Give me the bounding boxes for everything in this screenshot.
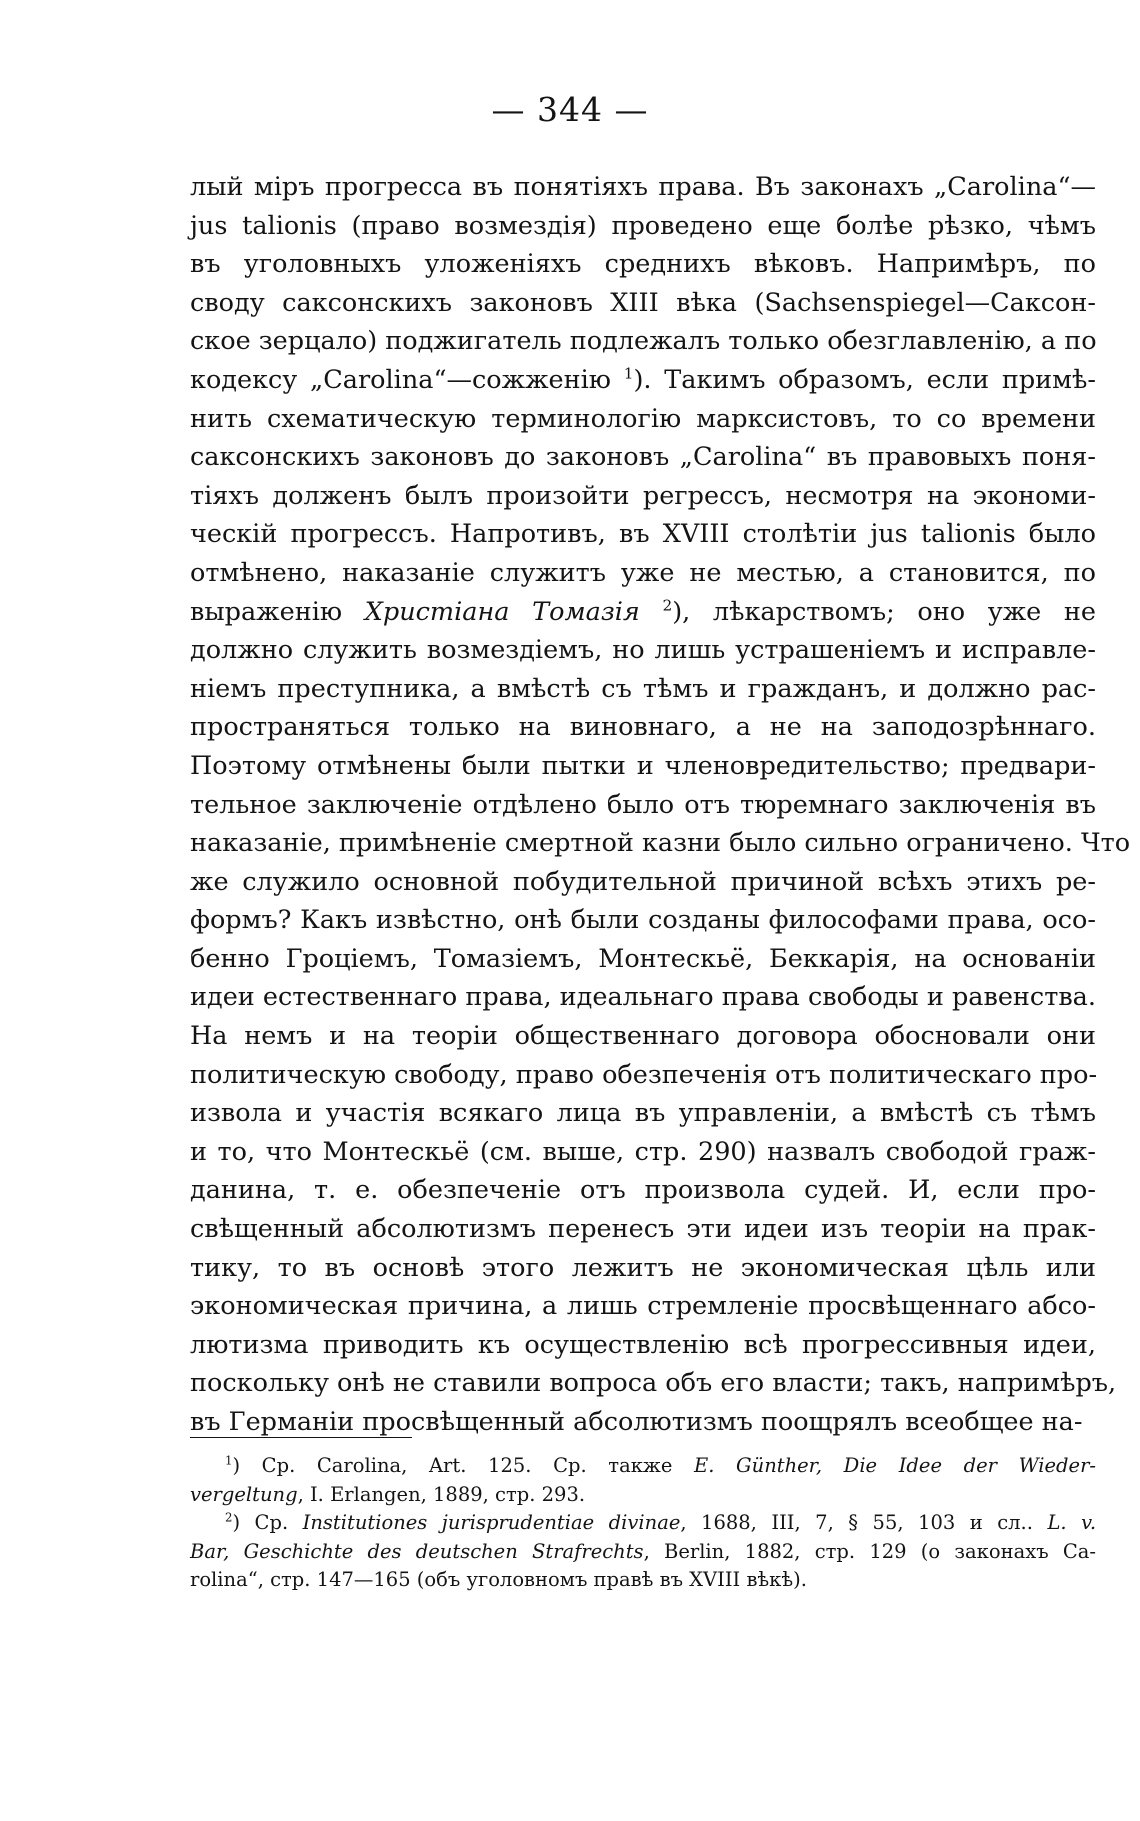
text-run: ) Ср. Carolina, Art. 125. Ср. также	[232, 1454, 694, 1477]
text-run: въ Германіи просвѣщенный абсолютизмъ поощрялъ всеобщее на-	[190, 1407, 1083, 1437]
text-line	[190, 901, 1096, 940]
italic-text: Христіана Томазія	[364, 596, 640, 627]
text-line	[190, 593, 1096, 632]
text-run: политическую свободу, право обезпеченія отъ политическаго про-	[190, 1059, 1098, 1090]
text-run: поскольку онѣ не ставили вопроса объ его власти; такъ, напримѣръ,	[190, 1368, 1117, 1399]
text-line	[190, 708, 1096, 747]
text-line	[190, 322, 1096, 361]
italic-text: L. v.	[1047, 1511, 1097, 1534]
text-run: пространяться только на виновнаго, а не на заподозрѣннаго.	[190, 712, 1096, 743]
text-run: лютизма приводить къ осуществленію всѣ прогрессивныя идеи,	[190, 1329, 1096, 1360]
footnote-marker: 1	[623, 364, 634, 383]
text-run: нить схематическую терминологію марксистовъ, то со времени	[190, 403, 1096, 434]
footnote-line	[190, 1452, 1096, 1481]
text-line	[190, 515, 1096, 554]
text-run: , 1688, III, 7, § 55, 103 и сл..	[680, 1511, 1048, 1534]
text-line	[190, 786, 1096, 825]
text-run: jus talionis (право возмездія) проведено еще болѣе рѣзко, чѣмъ	[190, 210, 1096, 241]
text-run: идеи естественнаго права, идеальнаго права свободы и равенства.	[190, 982, 1096, 1013]
text-line	[190, 1210, 1096, 1249]
text-run: отмѣнено, наказаніе служитъ уже не местью, а становится, по	[190, 557, 1096, 588]
text-line	[190, 1249, 1096, 1288]
text-run: ) Ср.	[232, 1511, 303, 1534]
italic-text: Bar, Geschichte des deutschen Strafrechts	[190, 1539, 644, 1563]
text-run: свѣщенный абсолютизмъ перенесъ эти идеи изъ теоріи на прак-	[190, 1214, 1096, 1245]
footnote-line	[190, 1481, 1096, 1510]
text-line	[190, 670, 1096, 709]
text-line	[190, 978, 1096, 1017]
text-run: должно служить возмездіемъ, но лишь устрашеніемъ и исправле-	[190, 635, 1096, 666]
text-line	[190, 477, 1096, 516]
text-run: Поэтому отмѣнены были пытки и членовредительство; предвари-	[190, 750, 1096, 781]
text-line	[190, 207, 1096, 246]
text-run: выраженію	[190, 596, 365, 627]
text-line	[190, 1017, 1096, 1056]
footnote-line	[190, 1566, 1096, 1595]
footnote-line	[190, 1509, 1096, 1538]
text-run: же служило основной побудительной причиной всѣхъ этихъ ре-	[190, 866, 1096, 897]
text-run: и то, что Монтескьё (см. выше, стр. 290) назвалъ свободой граж-	[190, 1136, 1096, 1167]
footnote-marker: 2	[662, 596, 673, 615]
text-run: тику, то въ основѣ этого лежитъ не экономическая цѣль или	[190, 1252, 1096, 1283]
text-run: тіяхъ долженъ былъ произойти регрессъ, несмотря на экономи-	[190, 480, 1096, 511]
text-run: тельное заключеніе отдѣлено было отъ тюремнаго заключенія въ	[190, 789, 1096, 820]
text-run: формъ? Какъ извѣстно, онѣ были созданы философами права, осо-	[190, 905, 1096, 936]
text-line	[190, 1326, 1096, 1365]
text-line	[190, 940, 1096, 979]
text-run: , I. Erlangen, 1889, стр. 293.	[297, 1482, 586, 1506]
text-run: данина, т. е. обезпеченіе отъ произвола судей. И, если про-	[190, 1175, 1096, 1206]
footnote-separator	[190, 1437, 412, 1438]
footnotes	[190, 1452, 1096, 1595]
text-run: экономическая причина, а лишь стремленіе просвѣщеннаго абсо-	[190, 1291, 1096, 1322]
text-run: ). Такимъ образомъ, если примѣ-	[633, 364, 1097, 395]
footnote-marker: 1	[225, 1453, 233, 1468]
text-run	[640, 597, 663, 627]
text-line	[190, 168, 1096, 207]
text-line	[190, 1094, 1096, 1133]
text-line	[190, 747, 1096, 786]
italic-text: vergeltung	[190, 1482, 298, 1506]
text-run: саксонскихъ законовъ до законовъ „Carolina“ въ правовыхъ поня-	[190, 442, 1096, 473]
text-run: въ уголовныхъ уложеніяхъ среднихъ вѣковъ. Напримѣръ, по	[190, 249, 1096, 280]
text-line	[190, 631, 1096, 670]
text-line	[190, 824, 1131, 863]
text-run: бенно Гроціемъ, Томазіемъ, Монтескьё, Беккарія, на основаніи	[190, 943, 1096, 974]
text-line	[190, 1403, 1096, 1442]
text-run: ніемъ преступника, а вмѣстѣ съ тѣмъ и гражданъ, и должно рас-	[190, 673, 1096, 704]
text-line	[190, 438, 1096, 477]
text-line	[190, 245, 1096, 284]
text-run: На немъ и на теоріи общественнаго договора обосновали они	[190, 1021, 1096, 1052]
text-line	[190, 1056, 1096, 1095]
text-run: ское зерцало) поджигатель подлежалъ только обезглавленію, а по	[190, 326, 1097, 357]
footnote	[190, 1452, 1096, 1509]
text-line	[190, 1171, 1096, 1210]
italic-text: Institutiones jurisprudentiae divinae	[302, 1511, 681, 1534]
text-run: кодексу „Carolina“—сожженію	[190, 364, 624, 395]
text-run: , Berlin, 1882, стр. 129 (о законахъ Ca-	[643, 1539, 1096, 1563]
body-text	[190, 168, 1131, 1442]
text-line	[190, 284, 1096, 323]
text-run: ческій прогрессъ. Напротивъ, въ XVIII столѣтіи jus talionis было	[190, 519, 1096, 550]
text-line	[190, 1364, 1117, 1403]
text-line	[190, 554, 1096, 593]
footnote-line	[190, 1538, 1096, 1567]
text-run: ), лѣкарствомъ; оно уже не	[672, 596, 1097, 627]
text-line	[190, 863, 1096, 902]
page-number: — 344 —	[491, 90, 649, 129]
text-run: извола и участія всякаго лица въ управленіи, а вмѣстѣ съ тѣмъ	[190, 1098, 1096, 1129]
text-line	[190, 1133, 1096, 1172]
text-line	[190, 361, 1096, 400]
text-run: своду саксонскихъ законовъ XIII вѣка (Sachsenspiegel—Саксон-	[190, 287, 1096, 318]
footnote-marker: 2	[225, 1510, 233, 1525]
text-line	[190, 1287, 1096, 1326]
text-run: лый міръ прогресса въ понятіяхъ права. Въ законахъ „Carolina“—	[190, 172, 1096, 202]
footnote	[190, 1509, 1096, 1595]
text-run: наказаніе, примѣненіе смертной казни было сильно ограничено. Что	[190, 828, 1131, 859]
text-run: rolina“, стр. 147—165 (объ уголовномъ правѣ въ XVIII вѣкѣ).	[190, 1568, 807, 1591]
text-line	[190, 400, 1096, 439]
italic-text: E. Günther, Die Idee der Wieder-	[694, 1454, 1096, 1477]
